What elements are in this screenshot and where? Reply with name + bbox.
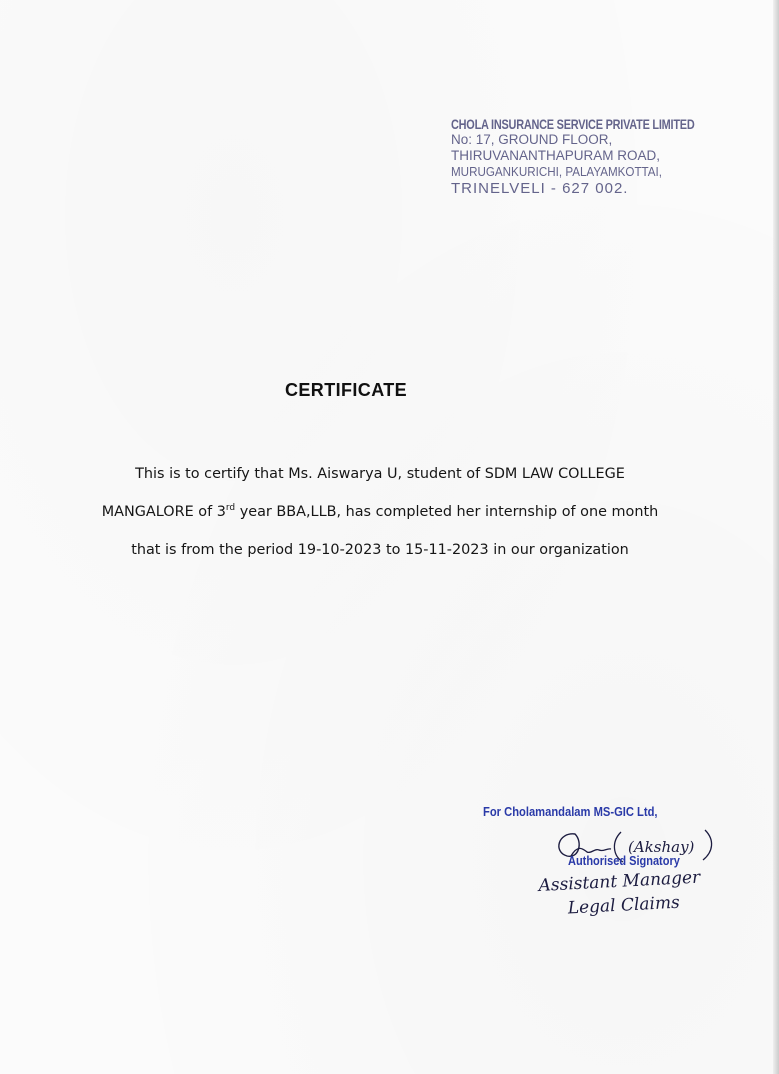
body-line-2-end: year BBA,LLB, has completed her internship of one month (235, 504, 659, 520)
body-line-1: This is to certify that Ms. Aiswarya U, student of SDM LAW COLLEGE (135, 466, 625, 482)
seal-for-company: For Cholamandalam MS-GIC Ltd, (483, 804, 658, 819)
designation-line-1: Assistant Manager (538, 867, 701, 896)
body-line-2 (60, 493, 700, 531)
body-line-3: that is from the period 19-10-2023 to 15-11-2023 in our organization (131, 542, 629, 558)
certificate-body (60, 455, 700, 569)
page-edge-shadow (773, 0, 779, 1074)
stamp-address-line-1: No: 17, GROUND FLOOR, (451, 132, 613, 147)
designation-line-2: Legal Claims (567, 892, 681, 919)
stamp-address-line-3: MURUGANKURICHI, PALAYAMKOTTAI, (451, 165, 662, 179)
seal-authorised-signatory: Authorised Signatory (568, 854, 680, 868)
signature-block (483, 804, 743, 944)
document-title: CERTIFICATE (285, 380, 408, 400)
body-line-2-start: MANGALORE of 3 (101, 504, 226, 520)
ordinal-suffix: rd (225, 503, 236, 513)
handwritten-designation (538, 866, 702, 922)
stamp-address-line-2: THIRUVANANTHAPURAM ROAD, (451, 148, 661, 163)
stamp-company-name: CHOLA INSURANCE SERVICE PRIVATE LIMITED (451, 116, 695, 132)
stamp-address-line-4: TRINELVELI - 627 002. (451, 180, 629, 197)
address-stamp (451, 116, 701, 197)
signatory-handwritten-name: (Akshay) (628, 838, 695, 856)
